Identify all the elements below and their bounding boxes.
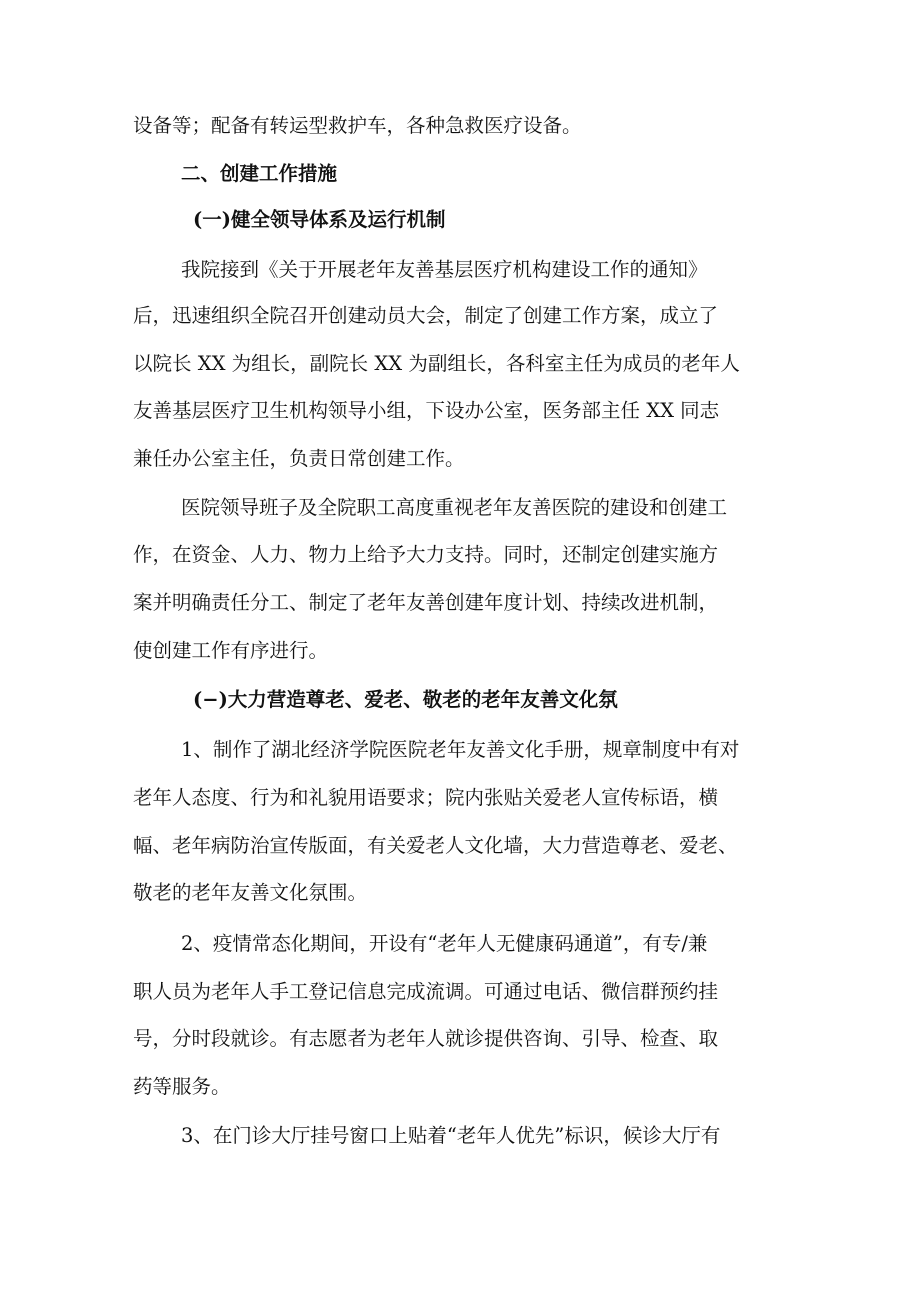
paragraph-line: 医院领导班子及全院职工高度重视老年友善医院的建设和创建工 [181, 496, 728, 519]
paragraph-line: 我院接到《关于开展老年友善基层医疗机构建设工作的通知》 [181, 258, 708, 281]
paragraph-line: 号，分时段就诊。有志愿者为老年人就诊提供咨询、引导、检查、取 [133, 1027, 719, 1050]
paragraph-line: 职人员为老年人手工登记信息完成流调。可通过电话、微信群预约挂 [133, 980, 719, 1003]
paragraph-line: 3、在门诊大厅挂号窗口上贴着“老年人优先”标识，候诊大厅有 [181, 1124, 721, 1147]
paragraph-line: 兼任办公室主任，负责日常创建工作。 [133, 447, 465, 470]
section-heading: 二、创建工作措施 [181, 162, 338, 185]
subsection-heading: (−)大力营造尊老、爱老、敬老的老年友善文化氛 [193, 688, 618, 711]
paragraph-line: 友善基层医疗卫生机构领导小组，下设办公室，医务部主任 XX 同志 [133, 399, 720, 422]
paragraph-line: 作，在资金、人力、物力上给予大力支持。同时，还制定创建实施方 [133, 543, 719, 566]
paragraph-line: 1、制作了湖北经济学院医院老年友善文化手册，规章制度中有对 [181, 738, 740, 761]
paragraph-line: 老年人态度、行为和礼貌用语要求；院内张贴关爱老人宣传标语，横 [133, 786, 719, 809]
paragraph-line: 使创建工作有序进行。 [133, 639, 329, 662]
paragraph-line: 幅、老年病防治宣传版面，有关爱老人文化墙，大力营造尊老、爱老、 [133, 834, 738, 857]
paragraph-line: 2、疫情常态化期间，开设有“老年人无健康码通道”，有专/兼 [181, 932, 708, 955]
paragraph-line: 设备等；配备有转运型救护车，各种急救医疗设备。 [133, 114, 582, 137]
paragraph-line: 以院长 XX 为组长，副院长 XX 为副组长，各科室主任为成员的老年人 [133, 352, 740, 375]
paragraph-line: 药等服务。 [133, 1075, 231, 1098]
paragraph-line: 后，迅速组织全院召开创建动员大会，制定了创建工作方案，成立了 [133, 304, 719, 327]
subsection-heading: (一)健全领导体系及运行机制 [193, 208, 446, 231]
paragraph-line: 案并明确责任分工、制定了老年友善创建年度计划、持续改进机制， [133, 591, 719, 614]
paragraph-line: 敬老的老年友善文化氛围。 [133, 881, 368, 904]
